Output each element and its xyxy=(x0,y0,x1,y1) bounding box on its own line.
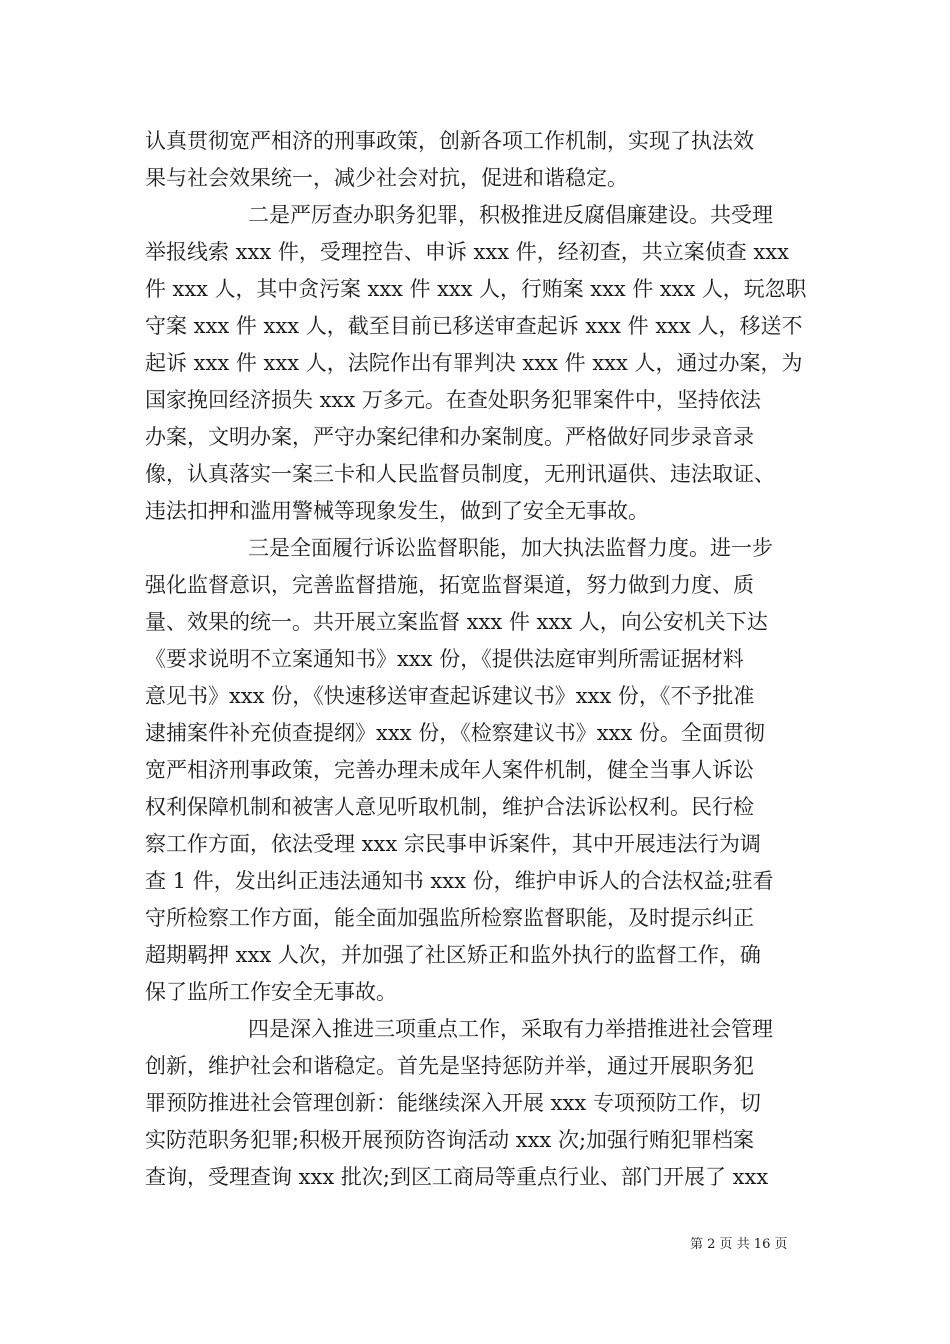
body-text-line: 意见书》xxx 份，《快速移送审查起诉建议书》xxx 份，《不予批准 xyxy=(145,684,755,708)
paragraph-first-line: 二是严厉查办职务犯罪，积极推进反腐倡廉建设。共受理 xyxy=(248,203,773,227)
body-text-line: 创新，维护社会和谐稳定。首先是坚持惩防并举，通过开展职务犯 xyxy=(145,1054,754,1078)
body-text-line: 件 xxx 人，其中贪污案 xxx 件 xxx 人，行贿案 xxx 件 xxx 人，玩忽职 xyxy=(145,277,807,301)
body-text-line: 国家挽回经济损失 xxx 万多元。在查处职务犯罪案件中，坚持依法 xyxy=(145,388,761,412)
body-text-line: 起诉 xxx 件 xxx 人，法院作出有罪判决 xxx 件 xxx 人，通过办案，为 xyxy=(145,351,803,375)
body-text-line: 认真贯彻宽严相济的刑事政策，创新各项工作机制，实现了执法效 xyxy=(145,129,754,153)
body-text-line: 违法扣押和滥用警械等现象发生，做到了安全无事故。 xyxy=(145,499,649,523)
body-text-line: 查 1 件，发出纠正违法通知书 xxx 份，维护申诉人的合法权益;驻看 xyxy=(145,869,774,893)
page-number: 第 2 页 共 16 页 xyxy=(690,1237,788,1252)
body-text-line: 超期羁押 xxx 人次，并加强了社区矫正和监外执行的监督工作，确 xyxy=(145,943,761,967)
body-text-line: 办案，文明办案，严守办案纪律和办案制度。严格做好同步录音录 xyxy=(145,425,754,449)
body-text-line: 《要求说明不立案通知书》xxx 份，《提供法庭审判所需证据材料 xyxy=(145,647,744,671)
body-text-line: 果与社会效果统一，减少社会对抗，促进和谐稳定。 xyxy=(145,166,628,190)
body-text-line: 逮捕案件补充侦查提纲》xxx 份，《检察建议书》xxx 份。全面贯彻 xyxy=(145,721,765,745)
body-text-line: 察工作方面，依法受理 xxx 宗民事申诉案件，其中开展违法行为调 xyxy=(145,832,761,856)
body-text-line: 量、效果的统一。共开展立案监督 xxx 件 xxx 人，向公安机关下达 xyxy=(145,610,768,634)
body-text-line: 宽严相济刑事政策，完善办理未成年人案件机制，健全当事人诉讼 xyxy=(145,758,754,782)
paragraph-first-line: 四是深入推进三项重点工作，采取有力举措推进社会管理 xyxy=(248,1017,773,1041)
body-text-line: 保了监所工作安全无事故。 xyxy=(145,980,397,1004)
body-text-line: 罪预防推进社会管理创新：能继续深入开展 xxx 专项预防工作，切 xyxy=(145,1091,761,1115)
body-text-line: 举报线索 xxx 件，受理控告、申诉 xxx 件，经初查，共立案侦查 xxx xyxy=(145,240,789,264)
paragraph-first-line: 三是全面履行诉讼监督职能，加大执法监督力度。进一步 xyxy=(248,536,773,560)
body-text-line: 强化监督意识，完善监督措施，拓宽监督渠道，努力做到力度、质 xyxy=(145,573,754,597)
body-text-line: 像，认真落实一案三卡和人民监督员制度，无刑讯逼供、违法取证、 xyxy=(145,462,775,486)
body-text-line: 实防范职务犯罪;积极开展预防咨询活动 xxx 次;加强行贿犯罪档案 xyxy=(145,1128,755,1152)
body-text-line: 权利保障机制和被害人意见听取机制，维护合法诉讼权利。民行检 xyxy=(145,795,754,819)
body-text-line: 查询，受理查询 xxx 批次;到区工商局等重点行业、部门开展了 xxx xyxy=(145,1165,769,1189)
body-text-line: 守所检察工作方面，能全面加强监所检察监督职能，及时提示纠正 xyxy=(145,906,754,930)
body-text-line: 守案 xxx 件 xxx 人，截至目前已移送审查起诉 xxx 件 xxx 人，移送不 xyxy=(145,314,803,338)
